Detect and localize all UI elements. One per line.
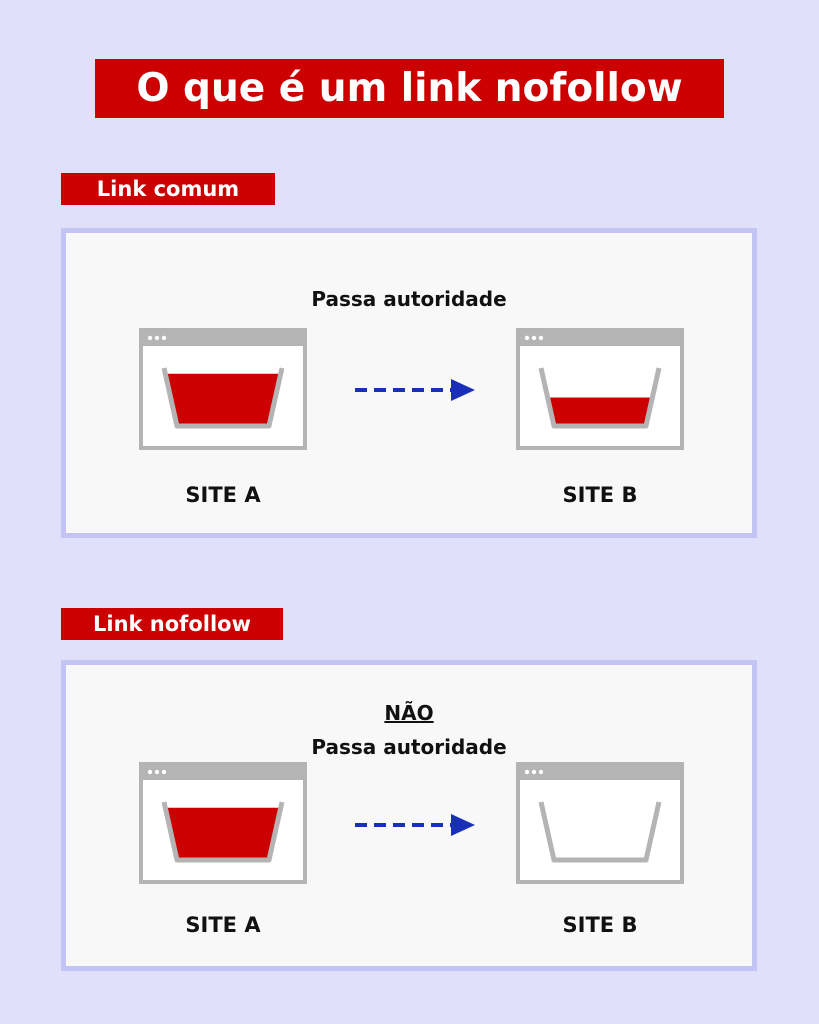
site-b-window-icon: [516, 328, 684, 450]
caption-nao: NÃO: [384, 701, 434, 725]
window-dot: [525, 770, 529, 774]
window-dot: [155, 336, 159, 340]
dashed-arrow-icon: [353, 375, 477, 405]
authority-fill: [165, 808, 280, 860]
window-dot: [148, 336, 152, 340]
site-a-label: SITE A: [185, 913, 261, 937]
window-dot: [162, 336, 166, 340]
window-dot: [532, 336, 536, 340]
section-tag-link-nofollow: Link nofollow: [61, 608, 283, 640]
window-dot: [539, 336, 543, 340]
site-b-label: SITE B: [562, 913, 638, 937]
page-title: O que é um link nofollow: [95, 59, 724, 118]
site-b-window-icon: [516, 762, 684, 884]
caption-passa-autoridade: Passa autoridade: [311, 287, 507, 311]
authority-fill: [548, 398, 653, 426]
window-frame: [518, 330, 682, 448]
dashed-arrow-icon: [353, 810, 477, 840]
window-dot: [162, 770, 166, 774]
site-a-window-icon: [139, 762, 307, 884]
site-b-label: SITE B: [562, 483, 638, 507]
site-a-label: SITE A: [185, 483, 261, 507]
section-tag-link-comum: Link comum: [61, 173, 275, 205]
window-frame: [518, 764, 682, 882]
panel-link-nofollow: [61, 660, 757, 971]
panel-link-comum: [61, 228, 757, 538]
window-dot: [532, 770, 536, 774]
site-a-window-icon: [139, 328, 307, 450]
authority-fill: [165, 374, 280, 426]
caption-passa-autoridade: Passa autoridade: [311, 735, 507, 759]
window-dot: [525, 336, 529, 340]
window-dot: [155, 770, 159, 774]
window-dot: [539, 770, 543, 774]
window-dot: [148, 770, 152, 774]
